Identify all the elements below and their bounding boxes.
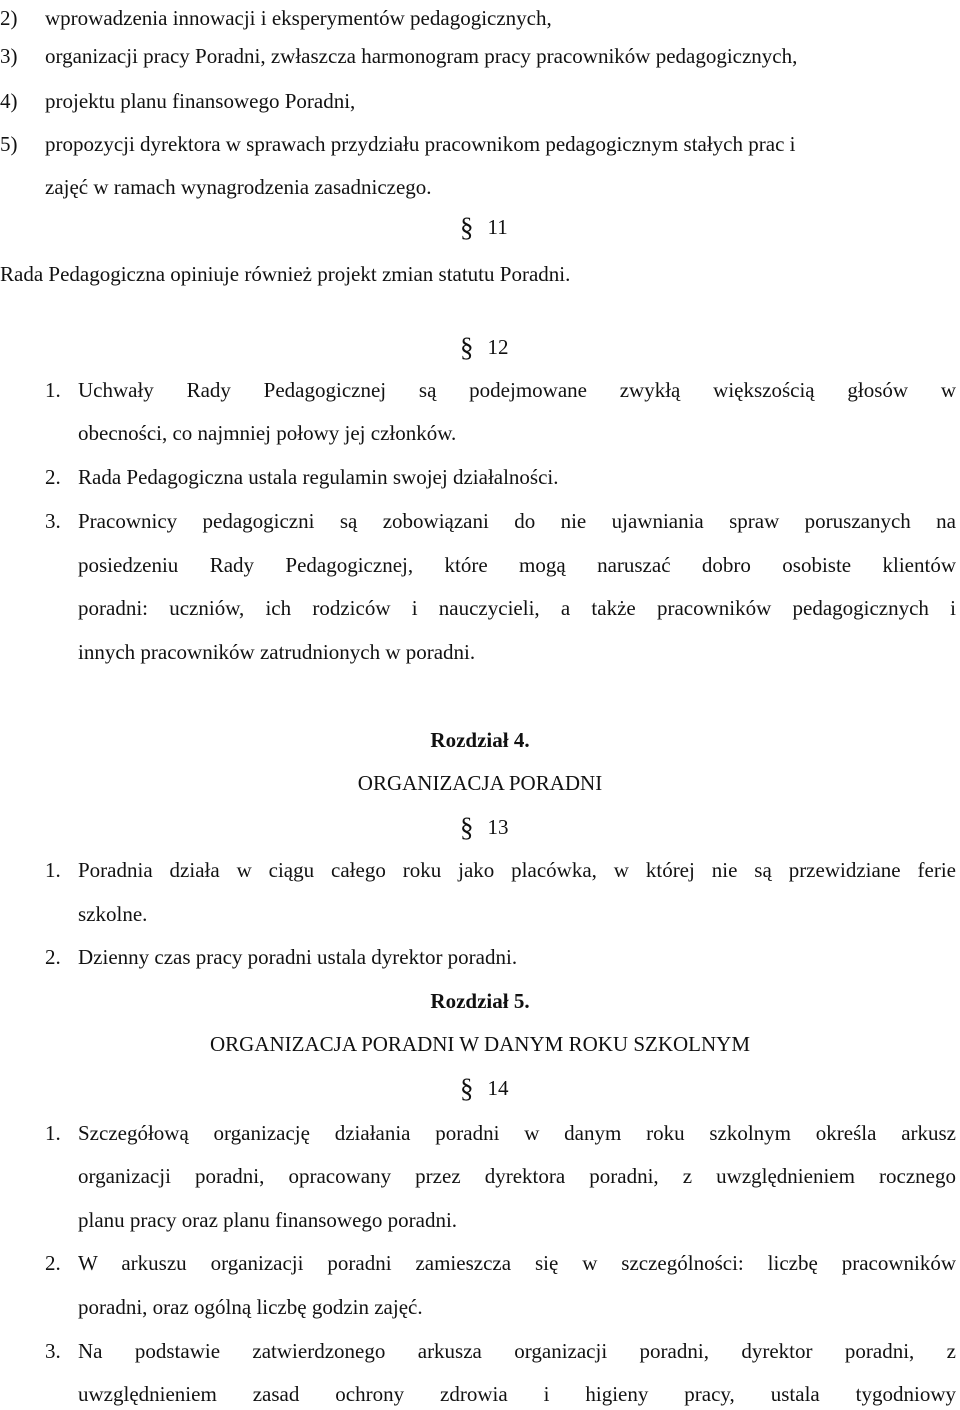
item-number: 1. — [45, 378, 61, 402]
item-line: planu pracy oraz planu finansowego poradni. — [78, 1208, 458, 1232]
item-line: Dzienny czas pracy poradni ustala dyrektor poradni. — [78, 945, 518, 969]
item-number: 1. — [45, 858, 61, 882]
list-number: 3) — [0, 44, 18, 68]
item-line: szkolne. — [78, 902, 148, 926]
item-number: 2. — [45, 945, 61, 969]
item-number: 1. — [45, 1121, 61, 1145]
section-symbol: § — [460, 812, 474, 842]
section-symbol: § — [460, 1073, 474, 1103]
section-heading-11 — [460, 214, 508, 240]
section-number: 13 — [487, 815, 509, 839]
item-number: 2. — [45, 1251, 61, 1275]
list-number: 2) — [0, 6, 18, 30]
item-line: Uchwały Rady Pedagogicznej są podejmowane zwykłą większością głosów w — [78, 378, 956, 402]
item-line: Pracownicy pedagogiczni są zobowiązani do nie ujawniania spraw poruszanych na — [78, 509, 956, 533]
item-line: posiedzeniu Rady Pedagogicznej, które mogą naruszać dobro osobiste klientów — [78, 553, 956, 577]
item-line: obecności, co najmniej połowy jej członków. — [78, 421, 457, 445]
section-symbol: § — [460, 212, 474, 242]
section-symbol: § — [460, 332, 474, 362]
chapter-5-subtitle: ORGANIZACJA PORADNI W DANYM ROKU SZKOLNYM — [209, 1032, 750, 1056]
item-line: W arkuszu organizacji poradni zamieszcza się w szczególności: liczbę pracowników — [78, 1251, 956, 1275]
section-number: 11 — [487, 215, 508, 239]
section-number: 12 — [487, 335, 509, 359]
item-line: poradni: uczniów, ich rodziców i nauczycieli, a także pracowników pedagogicznych i — [78, 596, 956, 620]
list-item-text: wprowadzenia innowacji i eksperymentów pedagogicznych, — [45, 6, 552, 30]
item-line: Poradnia działa w ciągu całego roku jako placówka, w której nie są przewidziane ferie — [78, 858, 956, 882]
list-number: 4) — [0, 89, 18, 113]
item-line: poradni, oraz ogólną liczbę godzin zajęć. — [78, 1295, 423, 1319]
section-heading-12 — [460, 334, 509, 360]
chapter-4-title: Rozdział 4. — [430, 728, 530, 752]
list-number: 5) — [0, 132, 18, 156]
list-item-text: projektu planu finansowego Poradni, — [45, 89, 356, 113]
chapter-4-subtitle: ORGANIZACJA PORADNI — [357, 771, 603, 795]
item-line: innych pracowników zatrudnionych w poradni. — [78, 640, 476, 664]
item-number: 2. — [45, 465, 61, 489]
list-item-text: propozycji dyrektora w sprawach przydziału pracownikom pedagogicznym stałych prac i — [45, 132, 796, 156]
chapter-5-title: Rozdział 5. — [430, 989, 530, 1013]
item-number: 3. — [45, 1339, 61, 1363]
item-line: Rada Pedagogiczna ustala regulamin swojej działalności. — [78, 465, 559, 489]
section-number: 14 — [487, 1076, 509, 1100]
item-number: 3. — [45, 509, 61, 533]
item-line: Na podstawie zatwierdzonego arkusza organizacji poradni, dyrektor poradni, z — [78, 1339, 956, 1363]
item-line: uwzględnieniem zasad ochrony zdrowia i higieny pracy, ustala tygodniowy — [78, 1382, 956, 1406]
item-line: organizacji poradni, opracowany przez dyrektora poradni, z uwzględnieniem rocznego — [78, 1164, 956, 1188]
list-item-text: organizacji pracy Poradni, zwłaszcza harmonogram pracy pracowników pedagogicznych, — [45, 44, 798, 68]
section-heading-14 — [460, 1075, 509, 1101]
section-11-text: Rada Pedagogiczna opiniuje również projekt zmian statutu Poradni. — [0, 262, 571, 286]
item-line: Szczegółową organizację działania poradni w danym roku szkolnym określa arkusz — [78, 1121, 956, 1145]
section-heading-13 — [460, 814, 509, 840]
list-item-text: zajęć w ramach wynagrodzenia zasadniczego. — [45, 175, 432, 199]
